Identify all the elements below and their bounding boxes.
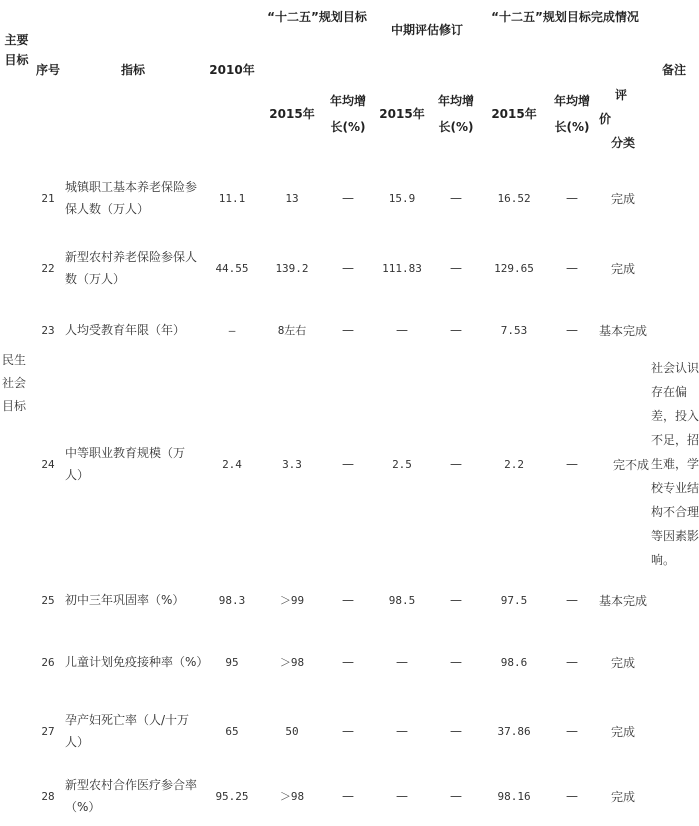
table-row bbox=[0, 696, 699, 766]
row-indicator: 城镇职工基本养老保险参保人数（万人） bbox=[65, 180, 198, 216]
row-act-growth: — bbox=[566, 191, 579, 205]
row-plan-growth: — bbox=[342, 191, 354, 205]
header-midterm: 中期评估修订 bbox=[391, 23, 464, 37]
row-mid-growth: — bbox=[450, 593, 462, 607]
header-plan-2015: 2015年 bbox=[269, 107, 315, 121]
row-eval: 完成 bbox=[611, 261, 636, 276]
row-mid-growth: — bbox=[450, 323, 462, 337]
row-2010: 65 bbox=[225, 724, 239, 738]
row-plan-2015: ＞99 bbox=[279, 594, 305, 607]
row-seq: 21 bbox=[41, 191, 55, 205]
row-plan-growth: — bbox=[342, 323, 354, 337]
row-remark bbox=[649, 232, 699, 304]
row-plan-2015: 3.3 bbox=[282, 457, 302, 471]
header-act-growth-a: 年均增 bbox=[554, 94, 591, 108]
header-mid-2015: 2015年 bbox=[379, 107, 425, 121]
row-seq: 22 bbox=[41, 261, 55, 275]
row-act-2015: 98.16 bbox=[497, 789, 531, 803]
row-indicator: 中等职业教育规模（万人） bbox=[65, 446, 186, 482]
row-2010: 95.25 bbox=[215, 789, 249, 803]
row-act-growth: — bbox=[566, 323, 579, 337]
row-seq: 25 bbox=[41, 593, 55, 607]
header-main-goal: 主要目标 bbox=[4, 33, 29, 67]
row-eval: 完不成 bbox=[613, 457, 650, 472]
header-2010: 2010年 bbox=[209, 63, 255, 77]
category-label bbox=[0, 164, 33, 826]
row-plan-growth: — bbox=[342, 724, 354, 738]
row-plan-growth: — bbox=[342, 593, 354, 607]
row-remark bbox=[649, 628, 699, 696]
row-mid-2015: 2.5 bbox=[392, 457, 412, 471]
row-act-2015: 7.53 bbox=[500, 323, 528, 337]
row-seq: 26 bbox=[41, 655, 55, 669]
header-plan-growth bbox=[323, 60, 373, 164]
header-plan-target: “十二五”规划目标 bbox=[267, 10, 367, 24]
row-mid-growth: — bbox=[450, 261, 462, 275]
header-seq: 序号 bbox=[35, 63, 60, 77]
row-2010: 44.55 bbox=[215, 261, 249, 275]
row-indicator: 人均受教育年限（年） bbox=[65, 323, 186, 337]
row-2010: 2.4 bbox=[222, 457, 242, 471]
row-mid-growth: — bbox=[450, 724, 462, 738]
row-act-2015: 2.2 bbox=[504, 457, 524, 471]
header-mid-growth bbox=[431, 60, 481, 164]
row-plan-2015: ＞98 bbox=[279, 656, 305, 669]
row-seq: 27 bbox=[41, 724, 55, 738]
row-indicator: 新型农村养老保险参保人数（万人） bbox=[65, 250, 198, 286]
table-row bbox=[0, 232, 699, 304]
header-mid-growth-b: 长(%) bbox=[438, 120, 474, 134]
row-eval: 基本完成 bbox=[599, 593, 648, 608]
header-completion: “十二五”规划目标完成情况 bbox=[491, 10, 639, 24]
header-row-1 bbox=[0, 0, 699, 60]
table-row bbox=[0, 304, 699, 356]
row-plan-growth: — bbox=[342, 261, 354, 275]
row-eval: 完成 bbox=[611, 655, 636, 670]
table-row bbox=[0, 356, 699, 572]
row-mid-2015: — bbox=[396, 655, 408, 669]
row-plan-2015: 139.2 bbox=[275, 261, 309, 275]
row-remark bbox=[649, 572, 699, 628]
row-mid-growth: — bbox=[450, 457, 462, 471]
row-mid-2015: — bbox=[396, 789, 408, 803]
row-act-growth: — bbox=[566, 457, 579, 471]
row-act-growth: — bbox=[566, 655, 579, 669]
row-indicator: 儿童计划免疫接种率（%） bbox=[65, 655, 209, 669]
row-plan-2015: ＞98 bbox=[279, 790, 305, 803]
row-remark: 社会认识存在偏差，投入不足，招生难，学校专业结构不合理等因素影响。 bbox=[651, 361, 699, 567]
table-row bbox=[0, 628, 699, 696]
row-remark bbox=[649, 696, 699, 766]
row-plan-2015: 50 bbox=[285, 724, 299, 738]
row-indicator: 新型农村合作医疗参合率（%） bbox=[65, 778, 198, 814]
row-act-2015: 37.86 bbox=[497, 724, 531, 738]
header-mid-growth-a: 年均增 bbox=[438, 94, 475, 108]
row-remark bbox=[649, 164, 699, 232]
row-mid-2015: — bbox=[396, 724, 408, 738]
header-act-growth bbox=[547, 60, 597, 164]
row-mid-growth: — bbox=[450, 655, 462, 669]
row-remark bbox=[649, 766, 699, 826]
row-mid-2015: 15.9 bbox=[388, 191, 416, 205]
row-plan-growth: — bbox=[342, 655, 354, 669]
row-mid-2015: 98.5 bbox=[388, 593, 416, 607]
row-mid-2015: 111.83 bbox=[382, 261, 422, 275]
row-seq: 24 bbox=[41, 457, 55, 471]
row-remark bbox=[649, 304, 699, 356]
header-plan-growth-b: 长(%) bbox=[330, 120, 366, 134]
row-act-2015: 97.5 bbox=[500, 593, 528, 607]
table-row bbox=[0, 164, 699, 232]
row-act-2015: 129.65 bbox=[494, 261, 534, 275]
row-2010: — bbox=[228, 323, 236, 337]
row-indicator: 孕产妇死亡率（人/十万人） bbox=[65, 713, 190, 749]
row-act-growth: — bbox=[566, 593, 579, 607]
row-plan-growth: — bbox=[342, 457, 354, 471]
row-plan-growth: — bbox=[342, 789, 354, 803]
row-indicator: 初中三年巩固率（%） bbox=[65, 593, 185, 607]
header-eval-b: 价 bbox=[599, 112, 612, 126]
table-row bbox=[0, 766, 699, 826]
header-act-2015: 2015年 bbox=[491, 107, 537, 121]
header-remark: 备注 bbox=[662, 63, 687, 77]
row-eval: 完成 bbox=[611, 724, 636, 739]
header-indicator: 指标 bbox=[120, 63, 145, 77]
header-plan-growth-a: 年均增 bbox=[329, 94, 366, 108]
row-2010: 11.1 bbox=[218, 191, 246, 205]
row-act-2015: 16.52 bbox=[497, 191, 531, 205]
row-seq: 23 bbox=[41, 323, 55, 337]
row-act-growth: — bbox=[566, 724, 579, 738]
row-mid-2015: — bbox=[396, 323, 408, 337]
header-eval bbox=[597, 60, 649, 164]
row-plan-2015: 13 bbox=[285, 191, 299, 205]
table-row bbox=[0, 572, 699, 628]
row-eval: 完成 bbox=[611, 191, 636, 206]
row-mid-growth: — bbox=[450, 789, 462, 803]
row-plan-2015: 8左右 bbox=[277, 324, 307, 337]
category-text: 民生社会目标 bbox=[2, 353, 27, 413]
header-eval-a: 评 bbox=[615, 88, 628, 102]
row-2010: 95 bbox=[225, 655, 239, 669]
row-seq: 28 bbox=[41, 789, 55, 803]
row-act-2015: 98.6 bbox=[500, 655, 528, 669]
row-2010: 98.3 bbox=[218, 593, 246, 607]
row-eval: 基本完成 bbox=[599, 323, 648, 338]
row-mid-growth: — bbox=[450, 191, 462, 205]
row-act-growth: — bbox=[566, 789, 579, 803]
row-eval: 完成 bbox=[611, 789, 636, 804]
header-act-growth-b: 长(%) bbox=[554, 120, 590, 134]
row-act-growth: — bbox=[566, 261, 579, 275]
header-eval-c: 分类 bbox=[611, 136, 636, 150]
